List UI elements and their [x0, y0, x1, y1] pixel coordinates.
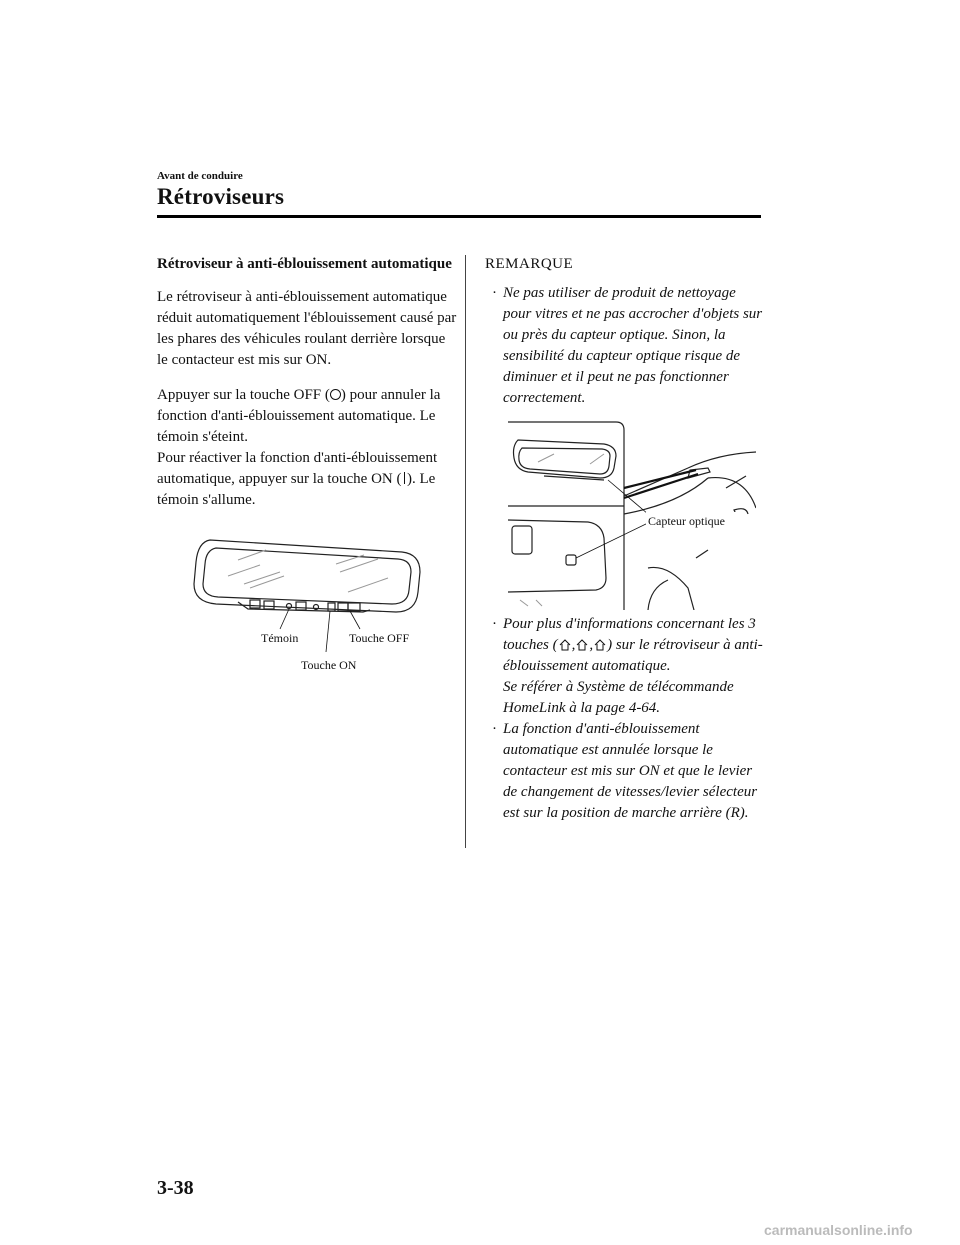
note-bullet-3-text: La fonction d'anti-éblouissement automatique est annulée lorsque le contacteur est mis sur ON et que le levier de changement de vitesses/levier sélecteur est sur la position de marche arrière (R). [503, 721, 758, 821]
bullet-dot: · [492, 285, 497, 301]
note-bullet-2: · Pour plus d'informations concernant les 3 touches ( , , ) sur le rétroviseur à anti-éblouissement automatique. Se référer à Système de télécommande HomeLink à la page 4-64. [492, 616, 763, 716]
paragraph-on [157, 448, 457, 511]
bullet-dot: · [492, 616, 497, 632]
paragraph-off-start: Appuyer sur la touche OFF ( [157, 387, 330, 403]
paragraph-on-end: ). Le témoin s'allume. [157, 471, 436, 508]
label-capteur-optique: Capteur optique [648, 514, 725, 528]
right-column [485, 254, 765, 409]
paragraph-on-start: Pour réactiver la fonction d'anti-éblouissement automatique, appuyer sur la touche ON ( [157, 450, 438, 487]
page-number: 3-38 [157, 1177, 194, 1199]
label-touche-off: Touche OFF [349, 631, 410, 645]
subheading: Rétroviseur à anti-éblouissement automatique [157, 256, 452, 272]
note-bullet-2-start: Pour plus d'informations concernant les 3 touches ( [503, 616, 756, 653]
note-bullet-1-text: Ne pas utiliser de produit de nettoyage pour vitres et ne pas accrocher d'objets sur ou près du capteur optique. Sinon, la sensibilité du capteur optique risque de diminuer et il peut ne pas fonctionner correctement. [503, 285, 763, 406]
paragraph-off-end: ) pour annuler la fonction d'anti-éblouissement automatique. Le témoin s'éteint. [157, 387, 441, 445]
sensor-illustration [508, 418, 756, 610]
label-touche-on: Touche ON [301, 658, 357, 672]
note-bullet-3 [492, 719, 765, 824]
label-temoin: Témoin [261, 631, 299, 645]
header-rule [157, 215, 761, 218]
homelink-button-3-icon [593, 638, 607, 652]
paragraph-off [157, 385, 457, 448]
column-divider [465, 255, 466, 848]
homelink-button-2-icon [575, 638, 589, 652]
footer-watermark: carmanualsonline.info [764, 1222, 913, 1238]
chapter-label: Avant de conduire [157, 170, 243, 182]
note-title: REMARQUE [485, 256, 574, 272]
homelink-button-1-icon [558, 638, 572, 652]
on-symbol-icon [404, 472, 406, 484]
bullet-dot: · [492, 721, 497, 737]
section-title: Rétroviseurs [157, 184, 285, 209]
note-bullet-1 [492, 283, 765, 409]
off-symbol-icon [330, 389, 341, 400]
mirror-illustration [188, 532, 424, 677]
note-bullet-2-end: ) sur le rétroviseur à anti-éblouissement automatique. [503, 637, 763, 674]
right-column-lower [485, 614, 765, 824]
paragraph-intro: Le rétroviseur à anti-éblouissement automatique réduit automatiquement l'éblouissement causé par les phares des véhicules roulant derrière lorsque le contacteur est mis sur ON. [157, 289, 457, 368]
note-bullet-2-ref: Se référer à Système de télécommande HomeLink à la page 4-64. [503, 679, 734, 716]
left-column [157, 254, 457, 525]
